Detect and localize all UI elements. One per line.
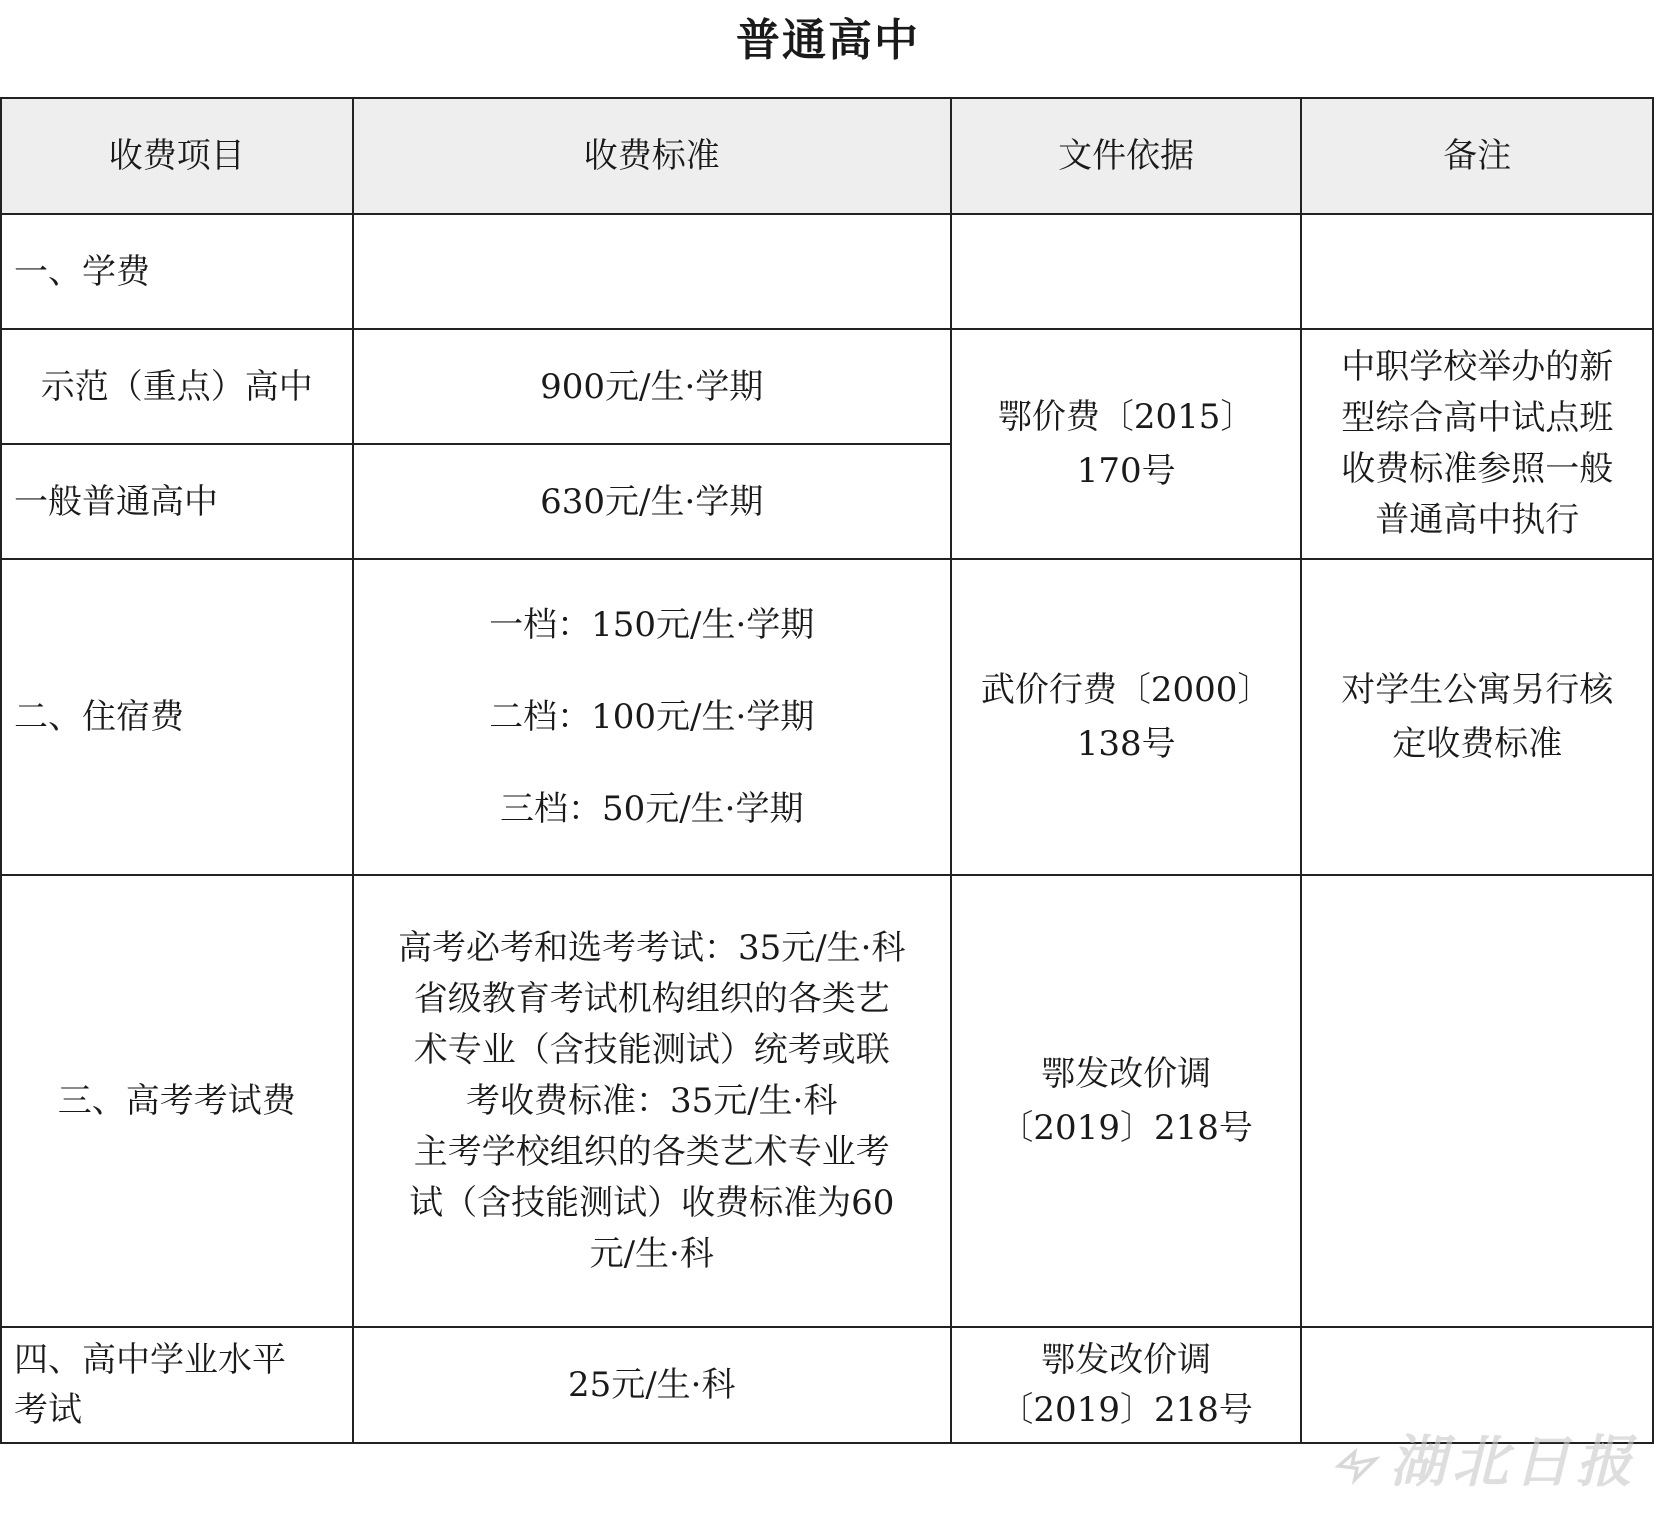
gaokao-standard-line: 试（含技能测试）收费标准为60 — [409, 1182, 895, 1223]
note-gaokao-empty — [1301, 875, 1653, 1327]
gaokao-standard-line: 术专业（含技能测试）统考或联 — [413, 1029, 890, 1070]
basis-tuition-empty — [951, 214, 1302, 329]
item-gaokao: 三、高考考试费 — [1, 875, 353, 1327]
lodging-tier-2: 二档：100元/生·学期 — [489, 697, 815, 737]
note-tuition-line: 中职学校举办的新 — [1341, 347, 1614, 387]
lodging-tier-3: 三档：50元/生·学期 — [499, 789, 804, 829]
note-lodging-line: 定收费标准 — [1392, 724, 1563, 764]
watermark-logo — [1334, 1418, 1638, 1498]
note-tuition — [1301, 329, 1653, 559]
watermark-text: 湖北日报 — [1390, 1430, 1638, 1495]
item-lodging: 二、住宿费 — [1, 559, 353, 875]
item-tuition: 一、学费 — [1, 214, 353, 329]
item-general-school: 一般普通高中 — [1, 444, 353, 559]
gaokao-standard-line: 主考学校组织的各类艺术专业考 — [413, 1131, 890, 1172]
basis-lodging-line1: 武价行费〔2000〕 — [980, 670, 1272, 710]
standard-lodging — [353, 559, 951, 875]
note-lodging — [1301, 559, 1653, 875]
gaokao-standard-line: 考收费标准：35元/生·科 — [465, 1080, 838, 1121]
standard-xueye: 25元/生·科 — [353, 1327, 951, 1443]
note-lodging-line: 对学生公寓另行核 — [1341, 670, 1614, 710]
basis-xueye-line1: 鄂发改价调 — [1041, 1340, 1212, 1380]
gaokao-standard-line: 元/生·科 — [589, 1233, 714, 1274]
basis-tuition-line2: 170号 — [1076, 451, 1176, 491]
basis-lodging-line2: 138号 — [1076, 724, 1176, 764]
header-basis: 文件依据 — [951, 98, 1302, 214]
header-item: 收费项目 — [1, 98, 353, 214]
item-xueye-line1: 四、高中学业水平 — [14, 1340, 286, 1380]
lodging-tier-1: 一档：150元/生·学期 — [489, 605, 815, 645]
standard-key-school: 900元/生·学期 — [353, 329, 951, 444]
standard-general-school: 630元/生·学期 — [353, 444, 951, 559]
header-note: 备注 — [1301, 98, 1653, 214]
table-row-lodging — [1, 559, 1653, 875]
gaokao-standard-line: 省级教育考试机构组织的各类艺 — [413, 978, 890, 1019]
item-xueye — [1, 1327, 353, 1443]
basis-tuition-line1: 鄂价费〔2015〕 — [997, 397, 1255, 437]
note-tuition-line: 收费标准参照一般 — [1341, 449, 1614, 489]
table-row-tuition — [1, 214, 1653, 329]
basis-xueye — [951, 1327, 1302, 1443]
basis-gaokao-line1: 鄂发改价调 — [1041, 1054, 1212, 1094]
note-tuition-line: 普通高中执行 — [1375, 500, 1580, 540]
item-xueye-line2: 考试 — [14, 1390, 82, 1430]
page-title: 普通高中 — [736, 15, 920, 66]
basis-gaokao-line2: 〔2019〕218号 — [999, 1108, 1253, 1148]
note-tuition-empty — [1301, 214, 1653, 329]
watermark-bird-icon — [1334, 1443, 1380, 1489]
standard-gaokao — [353, 875, 951, 1327]
item-key-school: 示范（重点）高中 — [1, 329, 353, 444]
basis-xueye-line2: 〔2019〕218号 — [999, 1390, 1253, 1430]
table-row-key-school — [1, 329, 1653, 444]
table-row-gaokao — [1, 875, 1653, 1327]
basis-lodging — [951, 559, 1302, 875]
fee-table — [0, 97, 1654, 1444]
table-header-row — [1, 98, 1653, 214]
gaokao-standard-line: 高考必考和选考考试：35元/生·科 — [397, 927, 906, 968]
standard-tuition-empty — [353, 214, 951, 329]
basis-tuition — [951, 329, 1302, 559]
note-tuition-line: 型综合高中试点班 — [1341, 398, 1614, 438]
header-standard: 收费标准 — [353, 98, 951, 214]
basis-gaokao — [951, 875, 1302, 1327]
